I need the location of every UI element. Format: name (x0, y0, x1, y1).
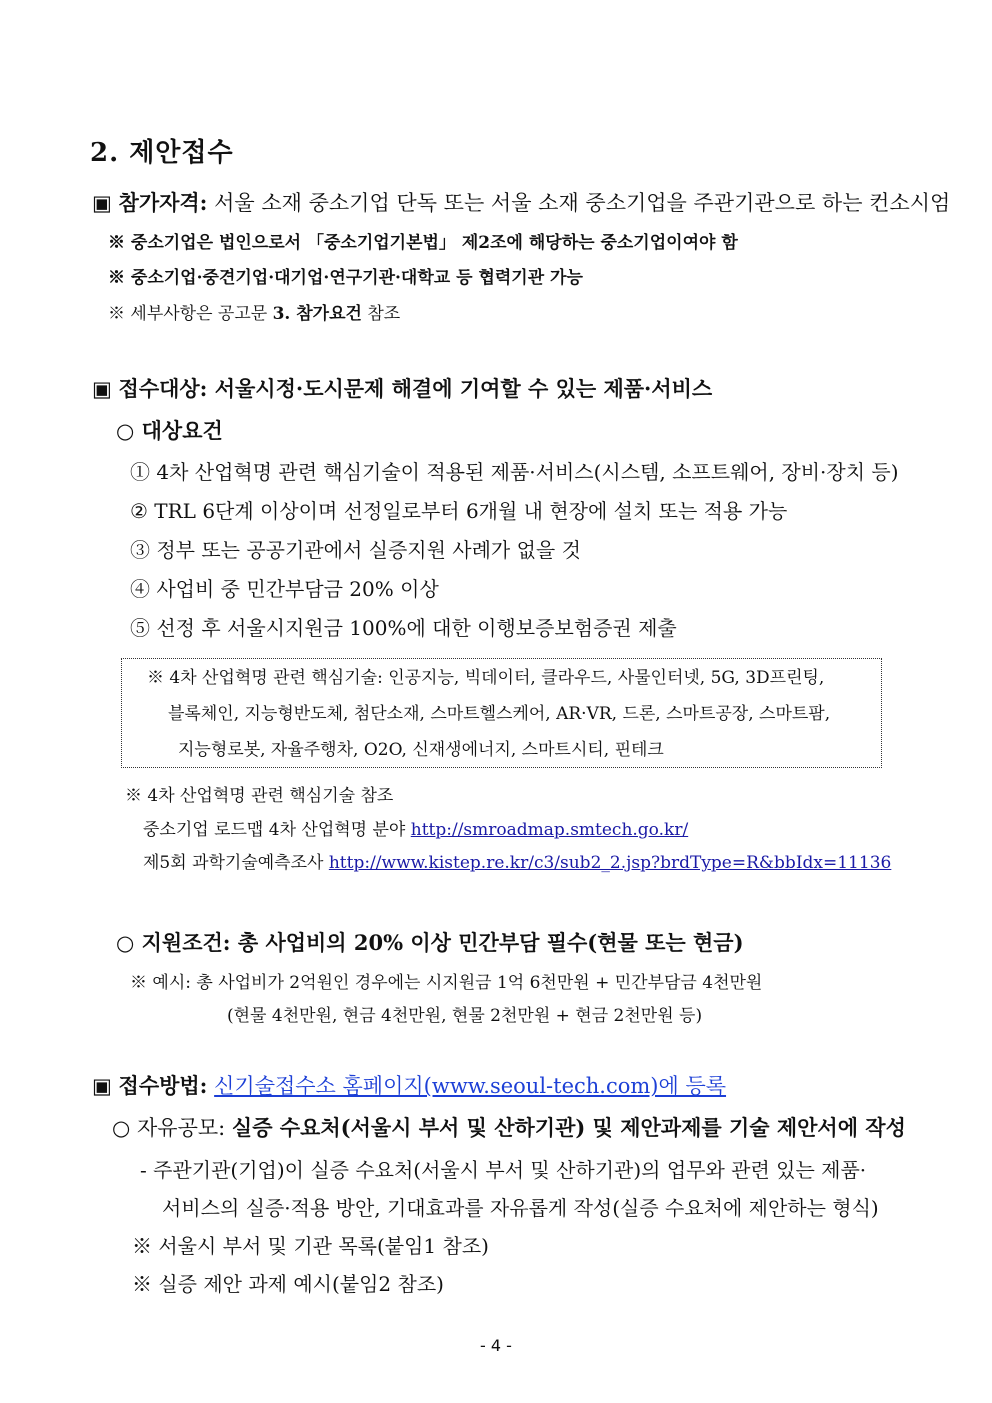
support-example-1: ※ 예시: 총 사업비가 2억원인 경우에는 시지원금 1억 6천만원 + 민간부담금 4천만원 (130, 973, 763, 993)
ref-title: ※ 4차 산업혁명 관련 핵심기술 참조 (125, 786, 394, 806)
page-number: - 4 - (480, 1336, 512, 1355)
eligibility-detail (108, 304, 400, 324)
requirement-item-4: ④ 사업비 중 민간부담금 20% 이상 (130, 577, 439, 601)
ref2-text: 제5회 과학기술예측조사 (143, 853, 329, 873)
smroadmap-link[interactable]: http://smroadmap.smtech.go.kr/ (410, 820, 689, 840)
square-bullet-icon: ▣ (92, 377, 112, 401)
target-line (92, 376, 712, 402)
eligibility-note-2: ※ 중소기업·중견기업·대기업·연구기관·대학교 등 협력기관 가능 (108, 268, 583, 288)
method-label: 접수방법: (118, 1073, 208, 1098)
seoul-tech-link[interactable]: 신기술접수소 홈페이지(www.seoul-tech.com)에 등록 (214, 1074, 727, 1098)
free-prefix: ○ 자유공모: (112, 1116, 232, 1140)
requirements-heading: ○ 대상요건 (116, 418, 223, 443)
detail-bold: 3. 참가요건 (272, 304, 362, 324)
square-bullet-icon: ▣ (92, 1074, 112, 1098)
target-heading: 접수대상: 서울시정·도시문제 해결에 기여할 수 있는 제품·서비스 (118, 376, 713, 401)
detail-suffix: 참조 (361, 304, 401, 324)
support-heading: ○ 지원조건: 총 사업비의 20% 이상 민간부담 필수(현물 또는 현금) (116, 930, 744, 955)
support-example-2: (현물 4천만원, 현금 4천만원, 현물 2천만원 + 현금 2천만원 등) (227, 1006, 703, 1026)
requirement-item-5: ⑤ 선정 후 서울시지원금 100%에 대한 이행보증보험증권 제출 (130, 616, 677, 640)
free-bold: 실증 수요처(서울시 부서 및 산하기관) 및 제안과제를 기술 제안서에 작성 (231, 1115, 906, 1140)
method-note-2: ※ 실증 제안 과제 예시(붙임2 참조) (132, 1272, 444, 1296)
ref-line-2 (143, 853, 891, 873)
method-dash-1: - 주관기관(기업)이 실증 수요처(서울시 부서 및 산하기관)의 업무와 관련 있는 제품· (140, 1158, 867, 1182)
requirement-item-3: ③ 정부 또는 공공기관에서 실증지원 사례가 없을 것 (130, 538, 581, 562)
eligibility-line (92, 190, 950, 216)
ref-line-1 (143, 820, 688, 840)
square-bullet-icon: ▣ (92, 191, 112, 215)
ref1-text: 중소기업 로드맵 4차 산업혁명 분야 (143, 820, 411, 840)
detail-prefix: ※ 세부사항은 공고문 (108, 304, 273, 324)
eligibility-label: 참가자격: (118, 190, 208, 215)
requirement-item-2: ② TRL 6단계 이상이며 선정일로부터 6개월 내 현장에 설치 또는 적용 가능 (130, 499, 788, 523)
method-dash-2: 서비스의 실증·적용 방안, 기대효과를 자유롭게 작성(실증 수요처에 제안하는 형식) (162, 1196, 879, 1220)
box-line-3: 지능형로봇, 자율주행차, O2O, 신재생에너지, 스마트시티, 핀테크 (178, 740, 664, 760)
section-title: 2. 제안접수 (90, 138, 234, 168)
free-call-line (112, 1115, 906, 1141)
kistep-link[interactable]: http://www.kistep.re.kr/c3/sub2_2.jsp?brdType=R&bbIdx=11136 (328, 853, 892, 873)
eligibility-note-1: ※ 중소기업은 법인으로서 「중소기업기본법」 제2조에 해당하는 중소기업이여야 함 (108, 233, 738, 253)
method-line (92, 1073, 726, 1099)
eligibility-text: 서울 소재 중소기업 단독 또는 서울 소재 중소기업을 주관기관으로 하는 컨소시엄 (207, 191, 951, 215)
method-note-1: ※ 서울시 부서 및 기관 목록(붙임1 참조) (132, 1234, 489, 1258)
box-line-1: ※ 4차 산업혁명 관련 핵심기술: 인공지능, 빅데이터, 클라우드, 사물인터넷, 5G, 3D프린팅, (147, 668, 825, 688)
box-line-2: 블록체인, 지능형반도체, 첨단소재, 스마트헬스케어, AR·VR, 드론, 스마트공장, 스마트팜, (168, 704, 831, 724)
requirement-item-1: ① 4차 산업혁명 관련 핵심기술이 적용된 제품·서비스(시스템, 소프트웨어, 장비·장치 등) (130, 460, 899, 484)
